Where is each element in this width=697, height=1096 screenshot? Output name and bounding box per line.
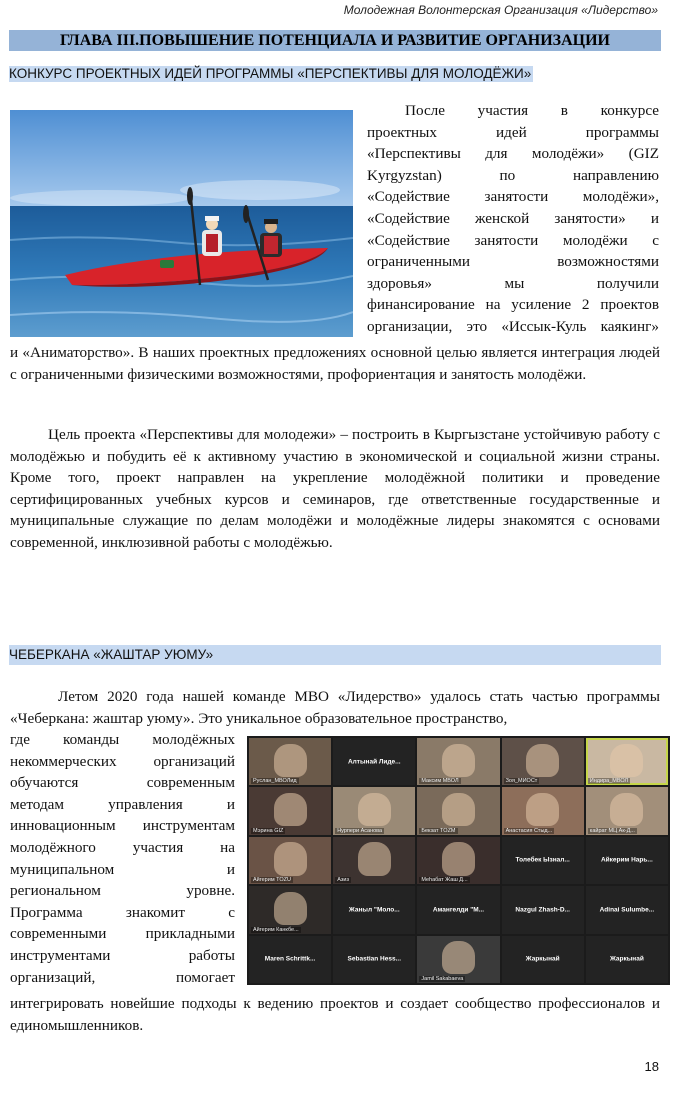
participant-video bbox=[610, 793, 643, 826]
participant-label: кайрат МЦ Ак-Д... bbox=[589, 827, 635, 834]
zoom-tile bbox=[586, 886, 668, 933]
participant-label: Индира_МВОЛ bbox=[589, 778, 629, 785]
p1-line: «Содействие женской занятости» и bbox=[367, 209, 659, 227]
zoom-tile bbox=[249, 936, 331, 983]
zoom-tile bbox=[417, 886, 499, 933]
zoom-tile bbox=[502, 886, 584, 933]
zoom-tile bbox=[502, 837, 584, 884]
participant-video bbox=[526, 744, 559, 777]
p3-line: методам управления и bbox=[10, 795, 235, 813]
p1-line: здоровья» мы получили bbox=[367, 274, 659, 292]
participant-video bbox=[442, 744, 475, 777]
section-title-1-text: КОНКУРС ПРОЕКТНЫХ ИДЕЙ ПРОГРАММЫ «ПЕРСПЕКТИВЫ ДЛЯ МОЛОДЁЖИ» bbox=[9, 66, 532, 81]
participant-label: Максим МВОЛ bbox=[421, 778, 459, 785]
participant-video bbox=[442, 842, 475, 875]
zoom-tile bbox=[586, 837, 668, 884]
p3-line: региональном уровне. bbox=[10, 882, 235, 900]
p3-line: молодёжного участия на bbox=[10, 838, 235, 856]
p3-line: некоммерческих организаций bbox=[10, 752, 235, 770]
p1-line: «Перспективы для молодёжи» (GIZ bbox=[367, 145, 659, 163]
zoom-tile bbox=[586, 936, 668, 983]
zoom-tile bbox=[586, 787, 668, 834]
p3-line: инструментами работы bbox=[10, 946, 235, 964]
page-number: 18 bbox=[644, 1059, 659, 1074]
zoom-tile bbox=[333, 787, 415, 834]
paragraph-1-rest: и «Аниматорство». В наших проектных предложениях основной целью является интеграция людей с ограниченными физическими возможностями, профориентация и занятость молодёжи. bbox=[10, 344, 660, 383]
chapter-title: ГЛАВА III.ПОВЫШЕНИЕ ПОТЕНЦИАЛА И РАЗВИТИЕ ОРГАНИЗАЦИИ bbox=[9, 30, 661, 51]
zoom-tile bbox=[586, 738, 668, 785]
participant-name: Жаркынай bbox=[525, 955, 560, 963]
zoom-tile bbox=[333, 738, 415, 785]
zoom-tile bbox=[417, 837, 499, 884]
paragraph-2: Цель проекта «Перспективы для молодежи» – построить в Кыргызстане устойчивую работу с молодёжью и побудить её к активному участию в экономической и социальной жизни страны. Кроме того, проект направлен на укрепление молодёжной политики и проведение сертифицированных учебных курсов и семинаров, где ответственные государственные и муниципальные служащие по делам молодёжи и молодёжные лидеры знакомятся с основами современной, инклюзивной работы с молодёжью. bbox=[10, 426, 660, 551]
p3-line: организаций, помогает bbox=[10, 968, 235, 986]
participant-video bbox=[442, 793, 475, 826]
participant-name: Adinai Sulumbe... bbox=[599, 906, 655, 914]
participant-label: Айгерим TOZU bbox=[253, 877, 291, 884]
participant-label: Азиз bbox=[337, 877, 349, 884]
paragraph-1-side bbox=[367, 100, 659, 338]
participant-video bbox=[274, 793, 307, 826]
zoom-tile bbox=[502, 738, 584, 785]
p3-line: инновационным инструментам bbox=[10, 817, 235, 835]
participant-video bbox=[442, 941, 475, 974]
participant-label: Нурпери Асанова bbox=[337, 827, 383, 834]
zoom-tile bbox=[333, 936, 415, 983]
paragraph-3-rest: интегрировать новейшие подходы к ведению проектов и создает сообщество профессионалов и единомышленников. bbox=[10, 995, 660, 1034]
paragraph-3-intro: Летом 2020 года нашей команде МВО «Лидерство» удалось стать частью программы «Чеберкана: жаштар уюму». Это уникальное образовательное пространство, bbox=[10, 688, 660, 727]
p1-line: ограниченными возможностями bbox=[367, 253, 659, 271]
participant-video bbox=[358, 842, 391, 875]
zoom-call-screenshot bbox=[247, 736, 670, 985]
participant-video bbox=[358, 793, 391, 826]
participant-label: Руслан_МВОЛид bbox=[253, 778, 297, 785]
participant-name: Sebastian Hess... bbox=[347, 955, 402, 963]
p1-line: Kyrgyzstan) по направлению bbox=[367, 166, 659, 184]
p1-line: «Содействие занятости молодёжи с bbox=[367, 231, 659, 249]
participant-video bbox=[274, 744, 307, 777]
zoom-tile bbox=[417, 936, 499, 983]
kayak-photo bbox=[10, 110, 353, 337]
participant-video bbox=[274, 892, 307, 925]
p1-line: организации, это «Иссык-Куль каякинг» bbox=[367, 317, 659, 335]
participant-name: Жаркынай bbox=[609, 955, 644, 963]
participant-name: Толебек Ызнал... bbox=[515, 856, 570, 864]
paragraph-3-side bbox=[10, 729, 235, 988]
participant-video bbox=[526, 793, 559, 826]
participant-label: Айгерим Канкбе... bbox=[253, 926, 299, 933]
zoom-tile bbox=[333, 886, 415, 933]
zoom-tile bbox=[502, 787, 584, 834]
zoom-tile bbox=[417, 787, 499, 834]
participant-video bbox=[274, 842, 307, 875]
zoom-tile bbox=[502, 936, 584, 983]
p3-line: обучаются современным bbox=[10, 774, 235, 792]
p3-line: где команды молодёжных bbox=[10, 731, 235, 748]
zoom-tile bbox=[333, 837, 415, 884]
participant-name: Алтынай Лиде... bbox=[347, 758, 401, 766]
participant-label: Зоя_МИОСт bbox=[505, 778, 538, 785]
p1-line: проектных идей программы bbox=[367, 123, 659, 141]
participant-label: Jamil Sakabaeva bbox=[421, 976, 464, 982]
p1-line: «Содействие занятости молодёжи», bbox=[367, 188, 659, 206]
zoom-tile bbox=[249, 787, 331, 834]
participant-label: Mehaбат Жаш Д... bbox=[421, 877, 468, 884]
p1-line: финансирование на усиление 2 проектов bbox=[367, 296, 659, 314]
p3-line: муниципальном и bbox=[10, 860, 235, 878]
participant-label: Бекзат TOZM bbox=[421, 827, 456, 834]
participant-name: Айкерим Нарь... bbox=[600, 856, 653, 864]
participant-name: Maren Schrittk... bbox=[264, 955, 316, 963]
participant-name: Nazgul Zhash-D... bbox=[515, 906, 570, 914]
participant-name: Амангелди "М... bbox=[432, 906, 485, 914]
participant-label: Анастасия Стыд... bbox=[505, 827, 553, 834]
p1-line: После участия в конкурсе bbox=[405, 102, 659, 119]
p3-line: современными прикладными bbox=[10, 925, 235, 943]
zoom-tile bbox=[417, 738, 499, 785]
participant-name: Жаныл "Моло... bbox=[348, 906, 400, 914]
zoom-tile bbox=[249, 738, 331, 785]
zoom-tile bbox=[249, 837, 331, 884]
header-org-name: Молодежная Волонтерская Организация «Лидерство» bbox=[343, 3, 658, 17]
participant-label: Мэрина GIZ bbox=[253, 827, 284, 834]
section-title-1 bbox=[9, 64, 661, 84]
participant-video bbox=[610, 744, 643, 777]
section-title-2: ЧЕБЕРКАНА «ЖАШТАР УЮМУ» bbox=[9, 645, 661, 665]
p3-line: Программа знакомит с bbox=[10, 903, 235, 921]
zoom-tile bbox=[249, 886, 331, 933]
